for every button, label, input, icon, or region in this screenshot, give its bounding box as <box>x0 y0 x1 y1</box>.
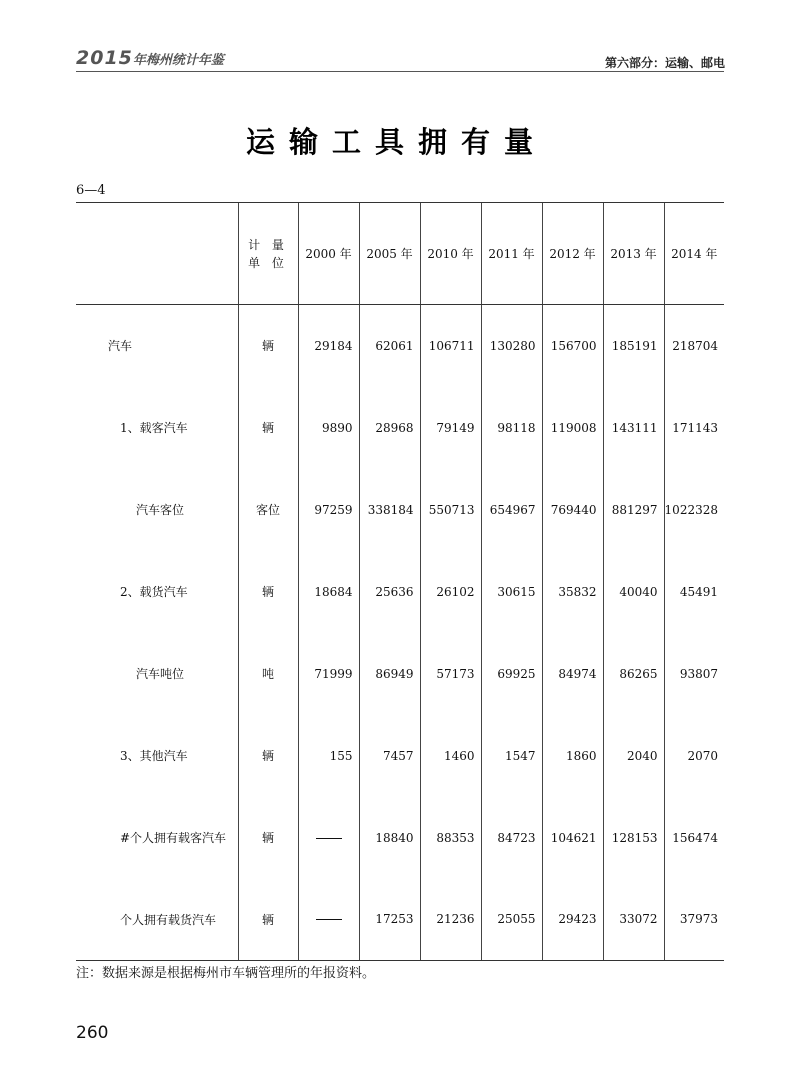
table-row <box>76 551 724 633</box>
value-cell: 86949 <box>359 633 420 715</box>
value-cell: 218704 <box>664 305 724 387</box>
source-note: 注：数据来源是根据梅州市车辆管理所的年报资料。 <box>76 966 376 981</box>
table-row <box>76 879 724 961</box>
value-cell: 97259 <box>298 469 359 551</box>
value-cell: 550713 <box>420 469 481 551</box>
item-header <box>76 203 238 305</box>
unit-cell: 辆 <box>238 797 298 879</box>
value-cell: 338184 <box>359 469 420 551</box>
value-cell: 2040 <box>603 715 664 797</box>
value-cell: 769440 <box>542 469 603 551</box>
row-label: 个人拥有载货汽车 <box>76 879 238 961</box>
value-cell: 1860 <box>542 715 603 797</box>
year-header: 2014 年 <box>664 203 724 305</box>
section-title: 第六部分：运输、邮电 <box>604 56 725 70</box>
value-cell: 29423 <box>542 879 603 961</box>
value-cell: 29184 <box>298 305 359 387</box>
unit-cell: 辆 <box>238 305 298 387</box>
vehicle-ownership-table <box>76 202 724 961</box>
value-cell: 1547 <box>481 715 542 797</box>
value-cell: 86265 <box>603 633 664 715</box>
value-cell: 2070 <box>664 715 724 797</box>
value-cell: 28968 <box>359 387 420 469</box>
value-cell: 17253 <box>359 879 420 961</box>
year-header: 2011 年 <box>481 203 542 305</box>
value-cell: 119008 <box>542 387 603 469</box>
year-header: 2012 年 <box>542 203 603 305</box>
value-cell: 155 <box>298 715 359 797</box>
no-data-dash <box>316 919 342 920</box>
header-rule <box>76 71 724 72</box>
unit-cell: 吨 <box>238 633 298 715</box>
value-cell <box>298 879 359 961</box>
row-label: 汽车客位 <box>136 503 185 517</box>
unit-cell: 辆 <box>238 715 298 797</box>
page-title: 运输工具拥有量 <box>245 125 547 159</box>
value-cell: 25636 <box>359 551 420 633</box>
value-cell: 57173 <box>420 633 481 715</box>
year-header: 2010 年 <box>420 203 481 305</box>
row-label: 汽车 <box>108 339 133 354</box>
unit-cell: 辆 <box>238 551 298 633</box>
value-cell: 37973 <box>664 879 724 961</box>
header-year: 2015 <box>76 47 133 69</box>
year-header: 2000 年 <box>298 203 359 305</box>
header-row <box>76 203 724 305</box>
value-cell: 9890 <box>298 387 359 469</box>
value-cell: 21236 <box>420 879 481 961</box>
value-cell: 84723 <box>481 797 542 879</box>
value-cell: 26102 <box>420 551 481 633</box>
yearbook-header <box>76 47 224 69</box>
table-row <box>76 387 724 469</box>
value-cell: 156700 <box>542 305 603 387</box>
year-header: 2013 年 <box>603 203 664 305</box>
table-number: 6—4 <box>76 183 106 198</box>
value-cell: 93807 <box>664 633 724 715</box>
value-cell: 45491 <box>664 551 724 633</box>
unit-cell: 辆 <box>238 879 298 961</box>
value-cell: 104621 <box>542 797 603 879</box>
value-cell: 881297 <box>603 469 664 551</box>
table-row <box>76 715 724 797</box>
table-row <box>76 797 724 879</box>
row-label: 1、载客汽车 <box>120 421 188 435</box>
table-row <box>76 305 724 387</box>
row-label: 2、载货汽车 <box>120 585 188 599</box>
value-cell: 18840 <box>359 797 420 879</box>
no-data-dash <box>316 838 342 839</box>
value-cell: 33072 <box>603 879 664 961</box>
value-cell: 130280 <box>481 305 542 387</box>
value-cell: 18684 <box>298 551 359 633</box>
unit-cell: 辆 <box>238 387 298 469</box>
header-book-title: 年梅州统计年鉴 <box>132 53 224 68</box>
value-cell: 40040 <box>603 551 664 633</box>
value-cell: 171143 <box>664 387 724 469</box>
table-row <box>76 633 724 715</box>
unit-cell: 客位 <box>238 469 298 551</box>
value-cell: 25055 <box>481 879 542 961</box>
value-cell: 1022328 <box>664 469 724 551</box>
value-cell: 7457 <box>359 715 420 797</box>
value-cell: 71999 <box>298 633 359 715</box>
value-cell: 88353 <box>420 797 481 879</box>
table-row <box>76 469 724 551</box>
value-cell: 185191 <box>603 305 664 387</box>
unit-header: 计 量 单 位 <box>238 203 298 305</box>
row-label: 汽车吨位 <box>136 667 185 681</box>
value-cell: 35832 <box>542 551 603 633</box>
page-number: 260 <box>76 1023 109 1043</box>
value-cell: 1460 <box>420 715 481 797</box>
value-cell: 143111 <box>603 387 664 469</box>
value-cell: 106711 <box>420 305 481 387</box>
value-cell: 98118 <box>481 387 542 469</box>
value-cell: 30615 <box>481 551 542 633</box>
value-cell <box>298 797 359 879</box>
row-label: 3、其他汽车 <box>120 749 188 763</box>
value-cell: 62061 <box>359 305 420 387</box>
value-cell: 128153 <box>603 797 664 879</box>
value-cell: 156474 <box>664 797 724 879</box>
value-cell: 84974 <box>542 633 603 715</box>
value-cell: 69925 <box>481 633 542 715</box>
row-label: #个人拥有载客汽车 <box>120 831 227 845</box>
value-cell: 654967 <box>481 469 542 551</box>
value-cell: 79149 <box>420 387 481 469</box>
year-header: 2005 年 <box>359 203 420 305</box>
